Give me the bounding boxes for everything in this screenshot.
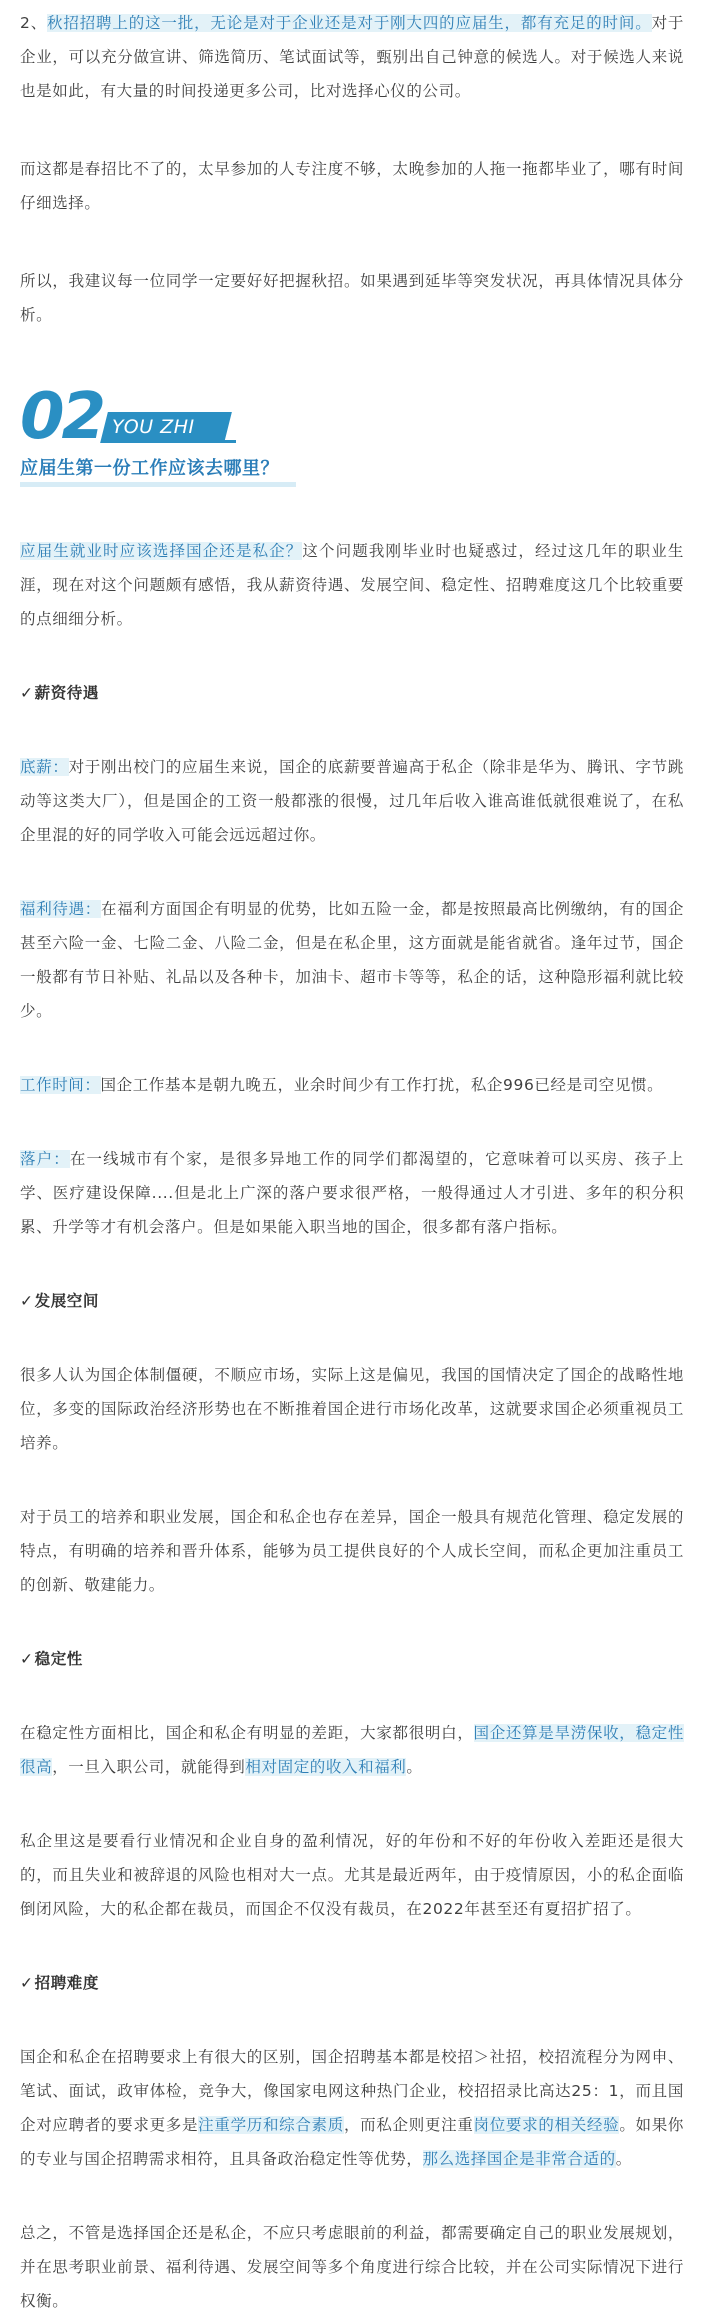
subheading-stability (20, 1642, 684, 1676)
salary-base-paragraph (20, 750, 684, 852)
section-tag-accent (224, 440, 236, 443)
section-header (20, 332, 684, 482)
intro-prefix: 2、 (20, 14, 48, 32)
stability-text-c: 。 (406, 1758, 423, 1776)
conclusion-paragraph: 总之，不管是选择国企还是私企，不应只考虑眼前的利益，都需要确定自己的职业发展规划，并在思考职业前景、福利待遇、发展空间等多个角度进行综合比较，并在公司实际情况下进行权衡。 (20, 2224, 684, 2310)
subheading-salary (20, 676, 684, 710)
stability-paragraph-2: 私企里这是要看行业情况和企业自身的盈利情况，好的年份和不好的年份收入差距还是很大的，而且失业和被辞退的风险也相对大一点。尤其是最近两年，由于疫情原因，小的私企面临倒闭风险，大的私企都在裁员，而国企不仅没有裁员，在2022年甚至还有夏招扩招了。 (20, 1832, 684, 1918)
stability-highlight-1: 国企还算是旱涝保收，稳定性很高 (20, 1724, 684, 1776)
check-icon: ✓ (20, 684, 34, 702)
recruit-text-a: 国企和私企在招聘要求上有很大的区别，国企招聘基本都是校招＞社招，校招流程分为网申、笔试、面试，政审体检，竞争大，像国家电网这种热门企业，校招招录比高达25：1，而且国企对应聘者的要求更多是 (20, 2048, 684, 2134)
recruit-highlight-3: 那么选择国企是非常合适的 (422, 2150, 616, 2168)
intro-paragraph-2: 而这都是春招比不了的，太早参加的人专注度不够，太晚参加的人拖一拖都毕业了，哪有时间仔细选择。 (20, 160, 684, 212)
check-icon: ✓ (20, 1974, 34, 1992)
subheading-stability-label: 稳定性 (34, 1650, 83, 1668)
check-icon: ✓ (20, 1650, 34, 1668)
salary-base-text: 对于刚出校门的应届生来说，国企的底薪要普遍高于私企（除非是华为、腾讯、字节跳动等这类大厂），但是国企的工资一般都涨的很慢，过几年后收入谁高谁低就很难说了，在私企里混的好的同学收入可能会远远超过你。 (20, 758, 684, 844)
intro-paragraph-1 (20, 6, 684, 108)
intro-highlight: 秋招招聘上的这一批，无论是对于企业还是对于刚大四的应届生，都有充足的时间。 (47, 14, 652, 32)
recruit-paragraph-1 (20, 2040, 684, 2176)
subheading-development-label: 发展空间 (34, 1292, 99, 1310)
salary-hukou-label: 落户： (20, 1150, 70, 1168)
salary-hukou-paragraph (20, 1142, 684, 1244)
salary-worktime-label: 工作时间： (20, 1076, 101, 1094)
recruit-text-b: ，而私企则更注重 (343, 2116, 474, 2134)
subheading-development (20, 1284, 684, 1318)
section-number: 02 (20, 380, 104, 454)
subheading-recruit (20, 1966, 684, 2000)
recruit-text-c: 。如果你的专业与国企招聘需求相符，且具备政治稳定性等优势， (20, 2116, 685, 2168)
recruit-text-d: 。 (615, 2150, 632, 2168)
stability-paragraph-1 (20, 1716, 684, 1784)
check-icon: ✓ (20, 1292, 34, 1310)
stability-text-b: ，一旦入职公司，就能得到 (52, 1758, 246, 1776)
salary-hukou-text: 在一线城市有个家，是很多异地工作的同学们都渴望的，它意味着可以买房、孩子上学、医疗建设保障....但是北上广深的落户要求很严格，一般得通过人才引进、多年的积分积累、升学等才有机会落户。但是如果能入职当地的国企，很多都有落户指标。 (20, 1150, 684, 1236)
intro-paragraph-3: 所以，我建议每一位同学一定要好好把握秋招。如果遇到延毕等突发状况，再具体情况具体分析。 (20, 272, 684, 324)
development-paragraph-1: 很多人认为国企体制僵硬，不顺应市场，实际上这是偏见，我国的国情决定了国企的战略性地位，多变的国际政治经济形势也在不断推着国企进行市场化改革，这就要求国企必须重视员工培养。 (20, 1366, 684, 1452)
stability-highlight-2: 相对固定的收入和福利 (245, 1758, 407, 1776)
salary-base-label: 底薪： (20, 758, 69, 776)
subheading-recruit-label: 招聘难度 (34, 1974, 99, 1992)
section-tag: YOU ZHI (112, 416, 195, 438)
development-paragraph-2: 对于员工的培养和职业发展，国企和私企也存在差异，国企一般具有规范化管理、稳定发展的特点，有明确的培养和晋升体系，能够为员工提供良好的个人成长空间，而私企更加注重员工的创新、敬建能力。 (20, 1508, 684, 1594)
salary-welfare-paragraph (20, 892, 684, 1028)
stability-text-a: 在稳定性方面相比，国企和私企有明显的差距，大家都很明白， (20, 1724, 474, 1742)
lead-paragraph (20, 534, 684, 636)
section-title-underline (20, 482, 296, 487)
salary-worktime-text: 国企工作基本是朝九晚五，业余时间少有工作打扰，私企996已经是司空见惯。 (100, 1076, 664, 1094)
recruit-highlight-2: 岗位要求的相关经验 (473, 2116, 620, 2134)
lead-text: 这个问题我刚毕业时也疑惑过，经过这几年的职业生涯，现在对这个问题颇有感悟，我从薪资待遇、发展空间、稳定性、招聘难度这几个比较重要的点细细分析。 (20, 542, 684, 628)
intro-text: 对于企业，可以充分做宣讲、筛选简历、笔试面试等，甄别出自己钟意的候选人。对于候选人来说也是如此，有大量的时间投递更多公司，比对选择心仪的公司。 (20, 14, 685, 100)
section-title: 应届生第一份工作应该去哪里？ (20, 458, 279, 479)
recruit-highlight-1: 注重学历和综合素质 (198, 2116, 344, 2134)
lead-highlight: 应届生就业时应该选择国企还是私企？ (20, 542, 303, 560)
salary-worktime-paragraph (20, 1068, 684, 1102)
subheading-salary-label: 薪资待遇 (34, 684, 99, 702)
salary-welfare-text: 在福利方面国企有明显的优势，比如五险一金，都是按照最高比例缴纳，有的国企甚至六险一金、七险二金、八险二金，但是在私企里，这方面就是能省就省。逢年过节，国企一般都有节日补贴、礼品以及各种卡，加油卡、超市卡等等，私企的话，这种隐形福利就比较少。 (20, 900, 684, 1020)
salary-welfare-label: 福利待遇： (20, 900, 101, 918)
